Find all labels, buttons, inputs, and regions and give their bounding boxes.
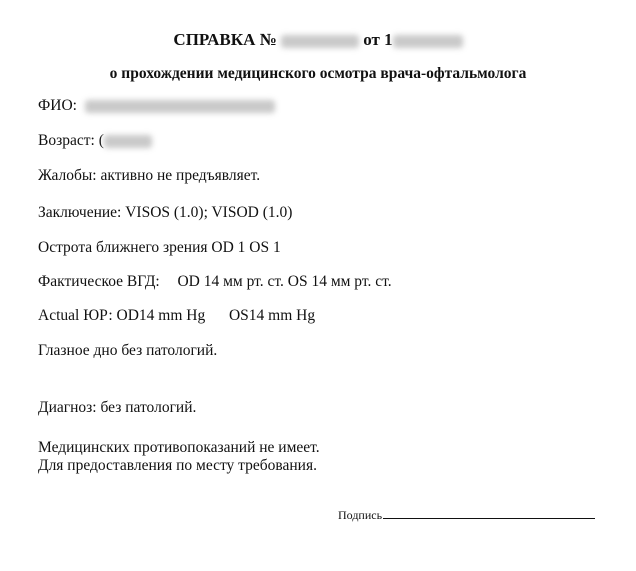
- title-date-start: 1: [384, 30, 393, 49]
- age-label: Возраст:: [38, 132, 95, 149]
- actual-iop-label: Actual ЮР:: [38, 307, 113, 324]
- signature-line: [383, 507, 595, 519]
- contraindications-line: Медицинских противопоказаний не имеет.: [38, 439, 320, 456]
- redacted-age: [104, 135, 152, 148]
- title-date-word: от: [363, 30, 380, 49]
- iop-line: [38, 273, 392, 291]
- purpose-line: Для предоставления по месту требования.: [38, 457, 317, 474]
- signature-label: Подпись: [338, 508, 383, 522]
- fio-label: ФИО:: [38, 97, 77, 114]
- document-title: [0, 30, 636, 50]
- complaints-line: Жалобы: активно не предъявляет.: [38, 167, 261, 184]
- title-prefix: СПРАВКА №: [173, 30, 277, 49]
- iop-label: Фактическое ВГД:: [38, 273, 160, 290]
- conclusion-line: Заключение: VISOS (1.0); VISOD (1.0): [38, 204, 293, 221]
- redacted-full-name: [85, 100, 275, 113]
- redacted-date: [393, 35, 463, 48]
- iop-od: OD 14 мм рт. ст.: [177, 273, 284, 290]
- near-vision-line: Острота ближнего зрения OD 1 OS 1: [38, 239, 281, 256]
- fio-line: [38, 97, 275, 115]
- fundus-line: Глазное дно без патологий.: [38, 342, 218, 359]
- age-leading-char: (: [98, 132, 104, 149]
- signature-block: [338, 507, 595, 523]
- age-line: [38, 132, 152, 150]
- iop-os: OS 14 мм рт. ст.: [287, 273, 392, 290]
- actual-iop-line: [38, 307, 315, 325]
- redacted-certificate-number: [281, 35, 359, 48]
- diagnosis-line: Диагноз: без патологий.: [38, 399, 197, 416]
- actual-iop-os: OS14 mm Hg: [228, 307, 316, 324]
- document-subtitle: о прохождении медицинского осмотра врача-офтальмолога: [109, 65, 527, 82]
- actual-iop-od: OD14 mm Hg: [116, 307, 206, 324]
